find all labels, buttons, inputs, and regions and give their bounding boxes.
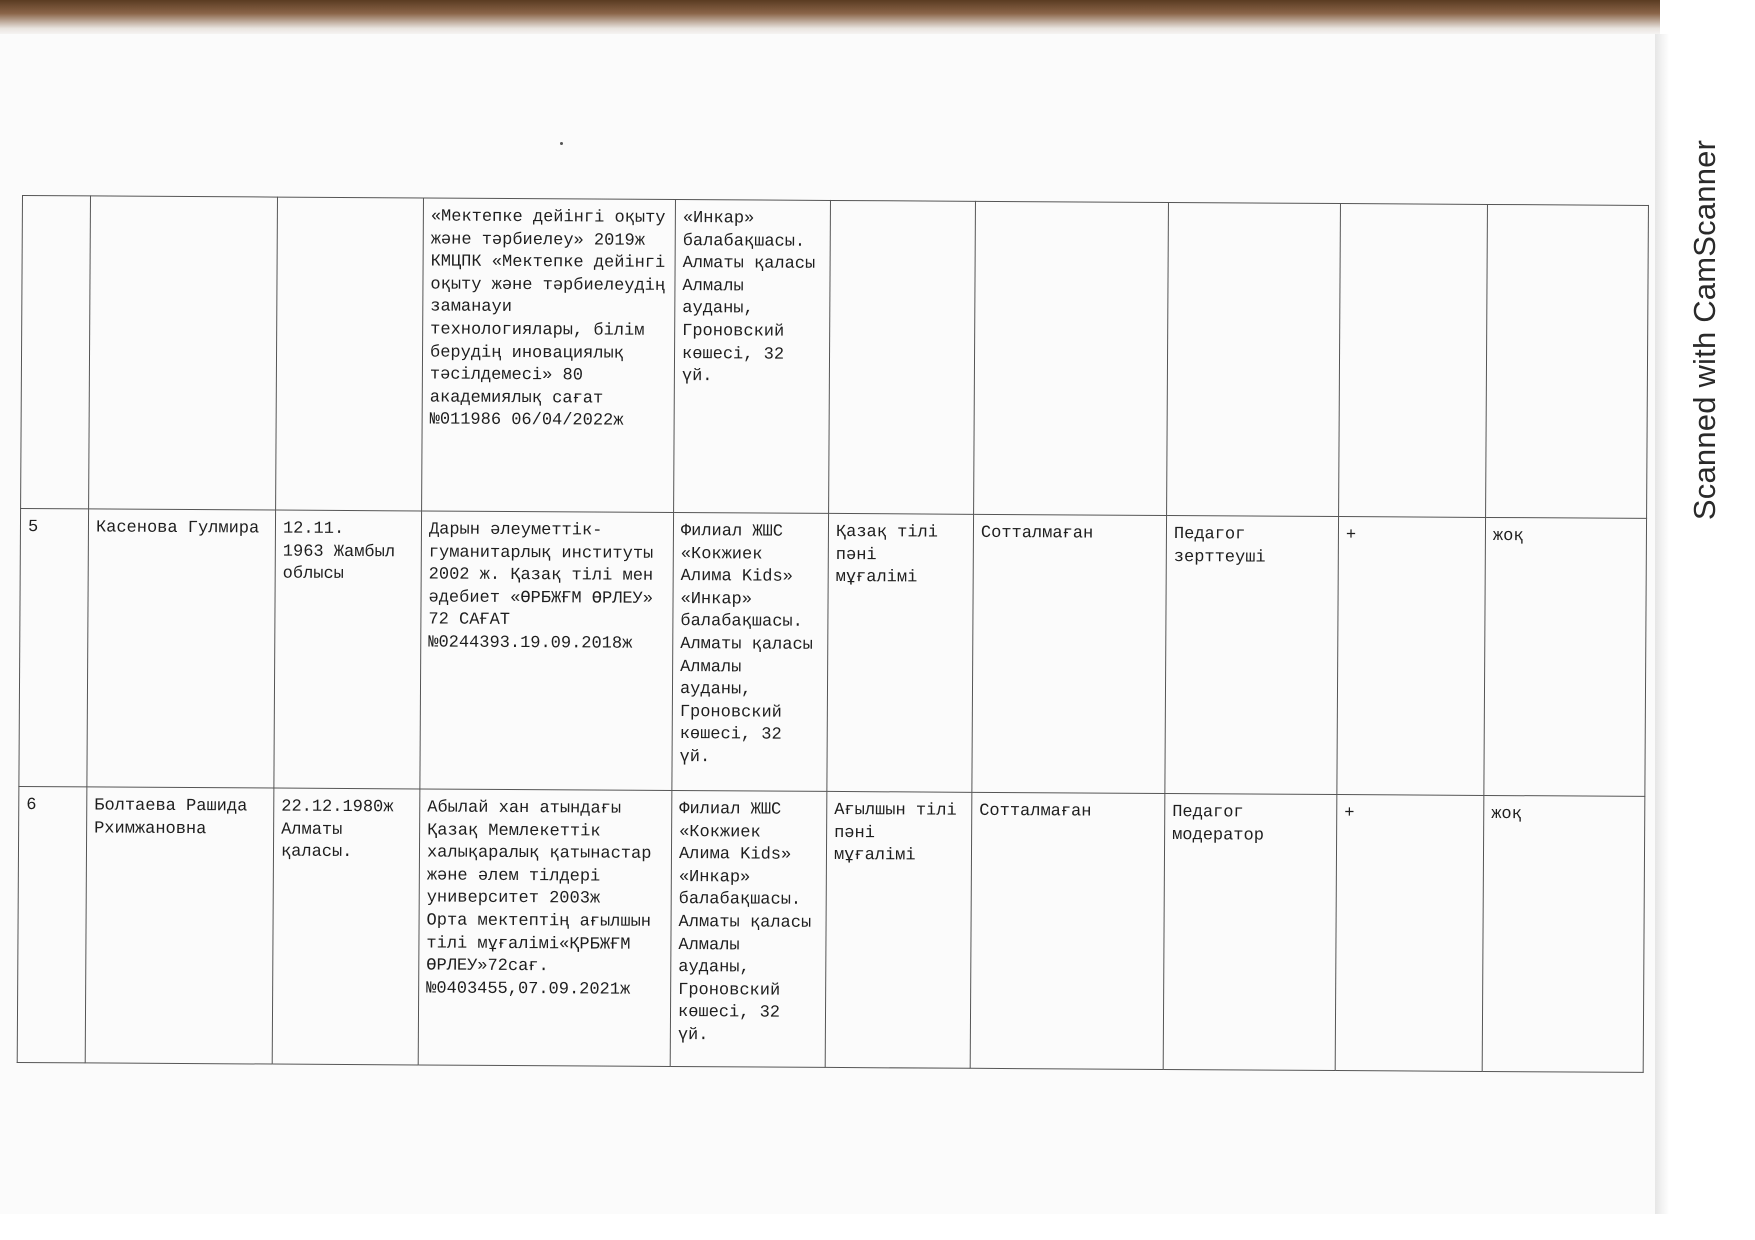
cell-workplace: Филиал ЖШС «Кокжиек Алима Kids» «Инкар» балабақшасы. Алматы қаласы Алмалы ауданы, Гроновский көшесі, 32 үй. [670,790,827,1067]
cell-category [1167,203,1341,517]
cell-conviction: Сотталмаған [972,514,1167,793]
cell-full-name: Болтаева Рашида Рхимжановна [85,787,274,1064]
cell-position: Қазақ тілі пәні мұғалімі [827,513,974,792]
cell-education: Дарын әлеуметтік-гуманитарлық институты 2002 ж. Қазақ тілі мен әдебиет «ӨРБЖҒМ ӨРЛЕУ» 72 САҒАТ №0244393.19.09.2018ж [420,511,674,791]
cell-birth [276,197,424,511]
table-row [21,196,1649,519]
camscanner-watermark: Scanned with CamScanner [1687,139,1722,521]
cell-number [21,196,91,509]
cell-education: «Мектепке дейінгі оқыту және тәрбиелеу» 2019ж КМЦПК «Мектепке дейінгі оқыту және тәрбиелеудің заманауи технологиялары, білім берудің иновациялық тәсілдемесі» 80 академиялық сағат №011986 06/04/2022ж [422,198,676,513]
table-row [19,508,1647,796]
cell-position: Ағылшын тілі пәні мұғалімі [825,791,972,1068]
cell-workplace: «Инкар» балабақшасы. Алматы қаласы Алмалы ауданы, Гроновский көшесі, 32 үй. [674,199,831,513]
cell-category: Педагог модератор [1163,793,1337,1070]
cell-conviction: Сотталмаған [970,792,1165,1069]
dust-speck [560,142,563,145]
table-row [17,786,1645,1072]
scan-top-edge [0,0,1660,38]
cell-category: Педагог зерттеуші [1165,515,1339,794]
cell-other [1486,204,1649,518]
cell-mark [1339,204,1488,518]
cell-other: жоқ [1482,795,1645,1072]
cell-number: 5 [19,508,89,786]
cell-mark: + [1335,795,1484,1072]
cell-number: 6 [17,786,87,1062]
cell-birth: 22.12.1980ж Алматы қаласы. [272,788,420,1065]
cell-full-name: Касенова Гулмира [87,509,276,788]
paper-edge-shadow [1655,34,1669,1214]
cell-mark: + [1337,517,1486,796]
cell-other: жоқ [1484,517,1647,796]
cell-workplace: Филиал ЖШС «Кокжиек Алима Kids» «Инкар» балабақшасы. Алматы қаласы Алмалы ауданы, Гроновский көшесі, 32 үй. [672,512,829,791]
cell-conviction [974,201,1169,515]
cell-full-name [89,196,278,510]
cell-birth: 12.11. 1963 Жамбыл облысы [274,510,422,789]
cell-education: Абылай хан атындағы Қазақ Мемлекеттік халықаралық қатынастар және әлем тілдері университет 2003ж Орта мектептің ағылшын тілі мұғалімі«ҚРБЖҒМ ӨРЛЕУ»72сағ. №0403455,07.09.2021ж [418,789,672,1067]
cell-position [829,200,976,514]
staff-table [17,195,1649,1073]
